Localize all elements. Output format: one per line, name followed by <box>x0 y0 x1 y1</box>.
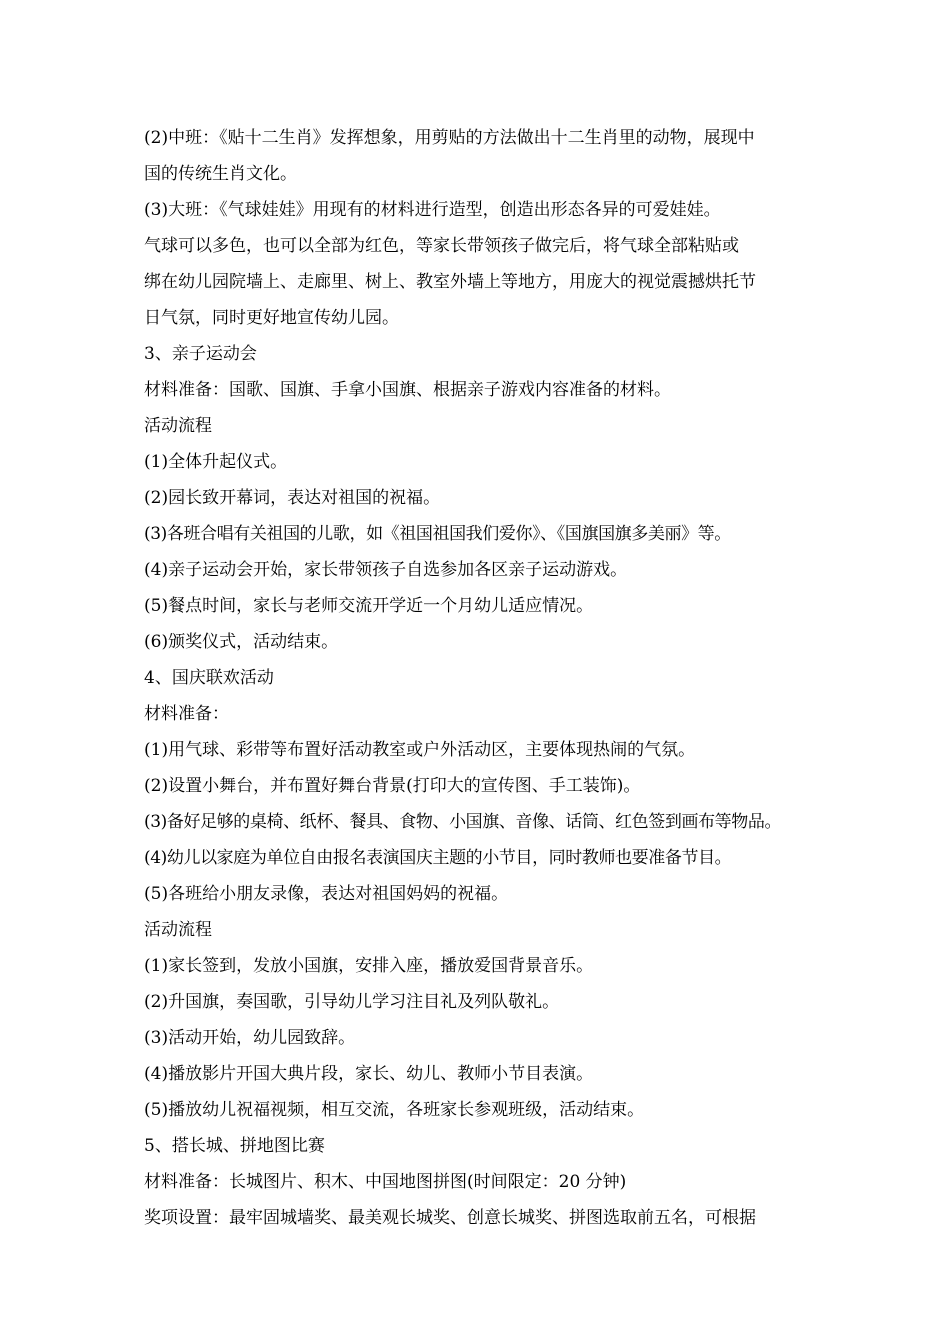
list-item: (1)家长签到，发放小国旗，安排入座，播放爱国背景音乐。 <box>144 956 594 976</box>
list-item: (1)全体升起仪式。 <box>144 452 288 472</box>
awards-line: 奖项设置：最牢固城墙奖、最美观长城奖、创意长城奖、拼图选取前五名，可根据 <box>144 1208 756 1228</box>
text-line: 国的传统生肖文化。 <box>144 164 297 184</box>
list-item: (1)用气球、彩带等布置好活动教室或户外活动区，主要体现热闹的气氛。 <box>144 740 696 760</box>
list-item: (4)幼儿以家庭为单位自由报名表演国庆主题的小节目，同时教师也要准备节目。 <box>144 848 732 868</box>
list-item: (2)设置小舞台，并布置好舞台背景(打印大的宣传图、手工装饰)。 <box>144 776 641 796</box>
section-heading: 3、亲子运动会 <box>144 344 257 364</box>
list-item: (3)备好足够的桌椅、纸杯、餐具、食物、小国旗、音像、话筒、红色签到画布等物品。 <box>144 812 782 832</box>
list-item: (5)播放幼儿祝福视频，相互交流，各班家长参观班级，活动结束。 <box>144 1100 645 1120</box>
list-item: (5)餐点时间，家长与老师交流开学近一个月幼儿适应情况。 <box>144 596 594 616</box>
list-item: (3)各班合唱有关祖国的儿歌，如《祖国祖国我们爱你》、《国旗国旗多美丽》等。 <box>144 524 731 544</box>
subheading: 活动流程 <box>144 920 212 940</box>
list-item: (5)各班给小朋友录像，表达对祖国妈妈的祝福。 <box>144 884 509 904</box>
section-heading: 5、搭长城、拼地图比赛 <box>144 1136 325 1156</box>
materials-line: 材料准备：国歌、国旗、手拿小国旗、根据亲子游戏内容准备的材料。 <box>144 380 671 400</box>
materials-line: 材料准备：长城图片、积木、中国地图拼图(时间限定：20 分钟) <box>144 1172 627 1192</box>
text-line: 日气氛，同时更好地宣传幼儿园。 <box>144 308 399 328</box>
list-item: (4)亲子运动会开始，家长带领孩子自选参加各区亲子运动游戏。 <box>144 560 628 580</box>
document-body <box>144 120 834 1236</box>
list-item: (4)播放影片开国大典片段，家长、幼儿、教师小节目表演。 <box>144 1064 594 1084</box>
list-item: (2)园长致开幕词，表达对祖国的祝福。 <box>144 488 441 508</box>
text-line: (3)大班：《气球娃娃》用现有的材料进行造型，创造出形态各异的可爱娃娃。 <box>144 200 721 220</box>
list-item: (2)升国旗，奏国歌，引导幼儿学习注目礼及列队敬礼。 <box>144 992 560 1012</box>
list-item: (3)活动开始，幼儿园致辞。 <box>144 1028 356 1048</box>
text-line: 绑在幼儿园院墙上、走廊里、树上、教室外墙上等地方，用庞大的视觉震撼烘托节 <box>144 272 756 292</box>
materials-line: 材料准备： <box>144 704 229 724</box>
subheading: 活动流程 <box>144 416 212 436</box>
text-line: (2)中班：《贴十二生肖》发挥想象，用剪贴的方法做出十二生肖里的动物，展现中 <box>144 128 755 148</box>
section-heading: 4、国庆联欢活动 <box>144 668 274 688</box>
text-line: 气球可以多色，也可以全部为红色，等家长带领孩子做完后，将气球全部粘贴或 <box>144 236 739 256</box>
list-item: (6)颁奖仪式，活动结束。 <box>144 632 339 652</box>
